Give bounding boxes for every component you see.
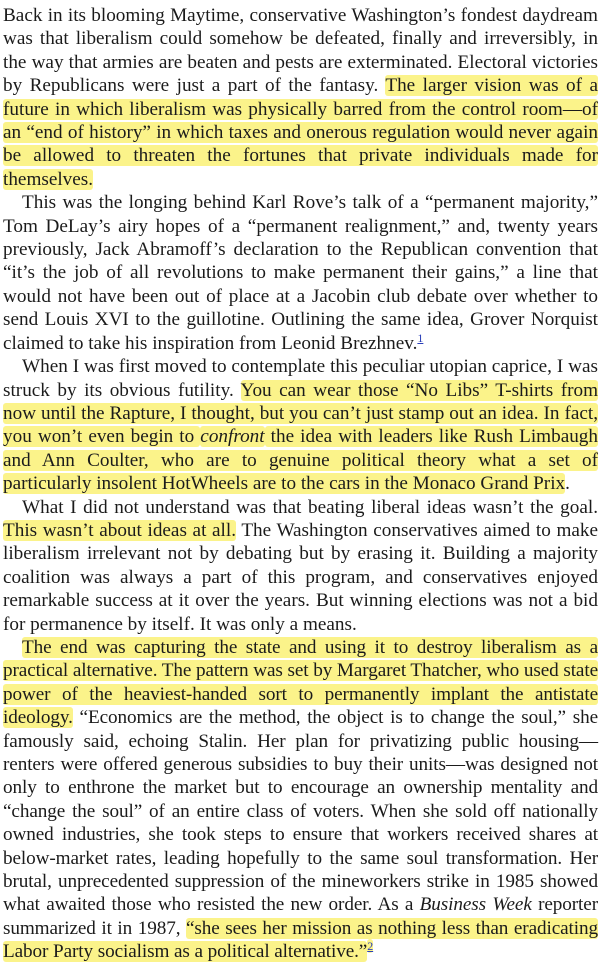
highlighted-text[interactable]: This wasn’t about ideas at all. [3, 519, 237, 541]
body-text: When I was first moved to contemplate this peculiar utopian caprice, I was struck by its obvious futility. [3, 356, 598, 401]
paragraph-3 [3, 355, 598, 495]
footnote-marker [417, 331, 423, 345]
body-text: Back in its blooming Maytime, conservative Washington’s fondest daydream was that liberalism could somehow be defeated, finally and irreversibly, in the way that armies are beaten and pests are exterminated. Electoral victories by Republicans were just a part of the fantasy. [3, 5, 598, 97]
footnote-marker [367, 939, 373, 953]
paragraph-5 [3, 636, 598, 964]
body-text: What I did not understand was that beating liberal ideas wasn’t the goal. [22, 496, 598, 518]
body-text: . [565, 473, 570, 495]
paragraph-4 [3, 496, 598, 636]
paragraph-2 [3, 191, 598, 355]
body-text: The Washington conservatives aimed to make liberalism irrelevant not by debating but by erasing it. Building a majority coalition was always a part of this program, and conservatives enjoyed remarkable success at it over the years. But winning elections was not a bid for permanence by itself. It was only a means. [3, 519, 599, 635]
italic-text: Business Week [419, 894, 532, 916]
body-text: reporter summarized it in 1987, [3, 894, 598, 939]
body-text: This was the longing behind Karl Rove’s talk of a “permanent majority,” Tom DeLay’s airy hopes of a “permanent realignment,” and, twenty years previously, Jack Abramoff’s declaration to the Republican convention that “it’s the job of all revolutions to make permanent their gains,” a line that would not have been out of place at a Jacobin club debate over whether to send Louis XVI to the guillotine. Outlining the same idea, Grover Norquist claimed to take his inspiration from Leonid Brezhnev. [3, 192, 598, 354]
body-text: “Economics are the method, the object is to change the soul,” she famously said, echoing Stalin. Her plan for privatizing public housing—renters were offered generous subsidies to buy their units—was designed not only to enthrone the market but to encourage an ownership mentality and “change the soul” of an entire class of voters. When she sold off nationally owned industries, she took steps to ensure that workers received shares at below-market rates, leading hopefully to the same soul transformation. Her brutal, unprecedented suppression of the mineworkers strike in 1985 showed what awaited those who resisted the new order. As a [3, 707, 598, 916]
highlighted-text[interactable]: The end was capturing the state and using it to destroy liberalism as a practical alternative. The pattern was set by Margaret Thatcher, who used state power of the heaviest-handed sort to permanently implant the antistate ideology. [3, 636, 598, 729]
paragraph-1 [3, 4, 598, 191]
footnote-link[interactable]: 2 [367, 939, 374, 954]
footnote-link[interactable]: 1 [417, 330, 424, 345]
highlighted-text[interactable]: You can wear those “No Libs” T-shirts from now until the Rapture, I thought, but you can’t just stamp out an idea. In fact, you won’t even begin to [3, 379, 598, 448]
highlighted-text[interactable]: “she sees her mission as nothing less than eradicating Labor Party socialism as a political alternative.” [3, 917, 599, 963]
highlighted-text[interactable]: confront [200, 426, 265, 448]
highlighted-text[interactable]: the idea with leaders like Rush Limbaugh and Ann Coulter, who are to genuine political theory what a set of particularly insolent HotWheels are to the cars in the Monaco Grand Prix [3, 426, 598, 495]
highlighted-text[interactable]: The larger vision was of a future in which liberalism was physically barred from the control room—of an “end of history” in which taxes and onerous regulation would never again be allowed to threaten the fortunes that private individuals made for themselves. [3, 75, 598, 190]
